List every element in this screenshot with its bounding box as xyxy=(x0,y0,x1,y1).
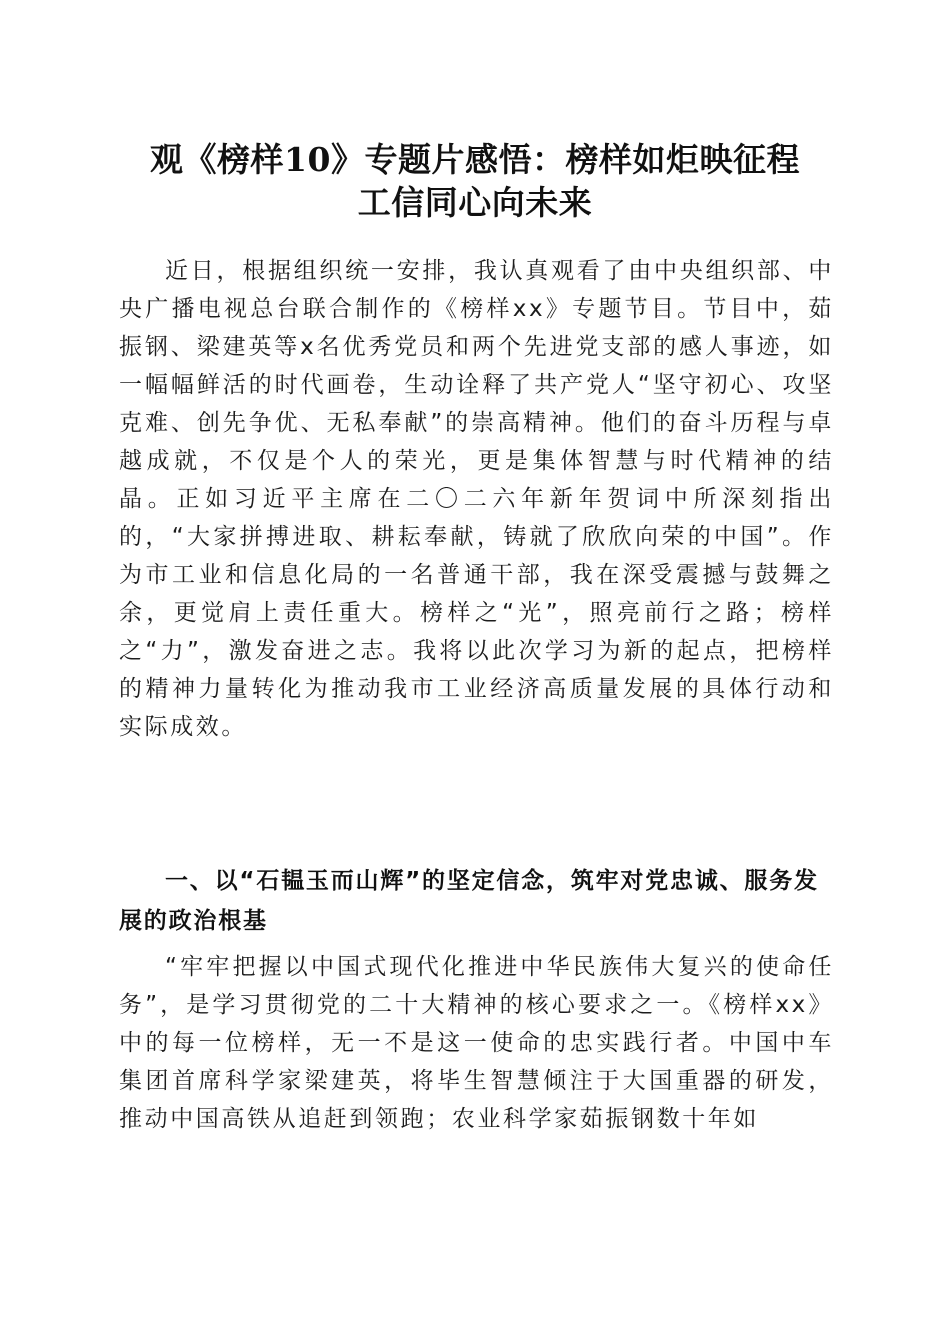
document-title-line-2: 工信同心向未来 xyxy=(357,183,593,222)
section-heading-1: 一、以“石韫玉而山辉”的坚定信念，筑牢对党忠诚、服务发展的政治根基 xyxy=(119,868,819,934)
section-1-paragraph: “牢牢把握以中国式现代化推进中华民族伟大复兴的使命任务”，是学习贯彻党的二十大精神的核心要求之一。《榜样xx》中的每一位榜样，无一不是这一使命的忠实践行者。中国中车集团首席科学家梁建英，将毕生智慧倾注于大国重器的研发，推动中国高铁从追赶到领跑；农业科学家茹振钢数十年如 xyxy=(119,954,834,1132)
intro-paragraph: 近日，根据组织统一安排，我认真观看了由中央组织部、中央广播电视总台联合制作的《榜样xx》专题节目。节目中，茹振钢、梁建英等x名优秀党员和两个先进党支部的感人事迹，如一幅幅鲜活的时代画卷，生动诠释了共产党人“坚守初心、攻坚克难、创先争优、无私奉献”的崇高精神。他们的奋斗历程与卓越成就，不仅是个人的荣光，更是集体智慧与时代精神的结晶。正如习近平主席在二〇二六年新年贺词中所深刻指出的，“大家拼搏进取、耕耘奉献，铸就了欣欣向荣的中国”。作为市工业和信息化局的一名普通干部，我在深受震撼与鼓舞之余，更觉肩上责任重大。榜样之“光”，照亮前行之路；榜样之“力”，激发奋进之志。我将以此次学习为新的起点，把榜样的精神力量转化为推动我市工业经济高质量发展的具体行动和实际成效。 xyxy=(119,258,834,740)
document-title-line-1: 观《榜样10》专题片感悟：榜样如炬映征程 xyxy=(150,140,800,179)
